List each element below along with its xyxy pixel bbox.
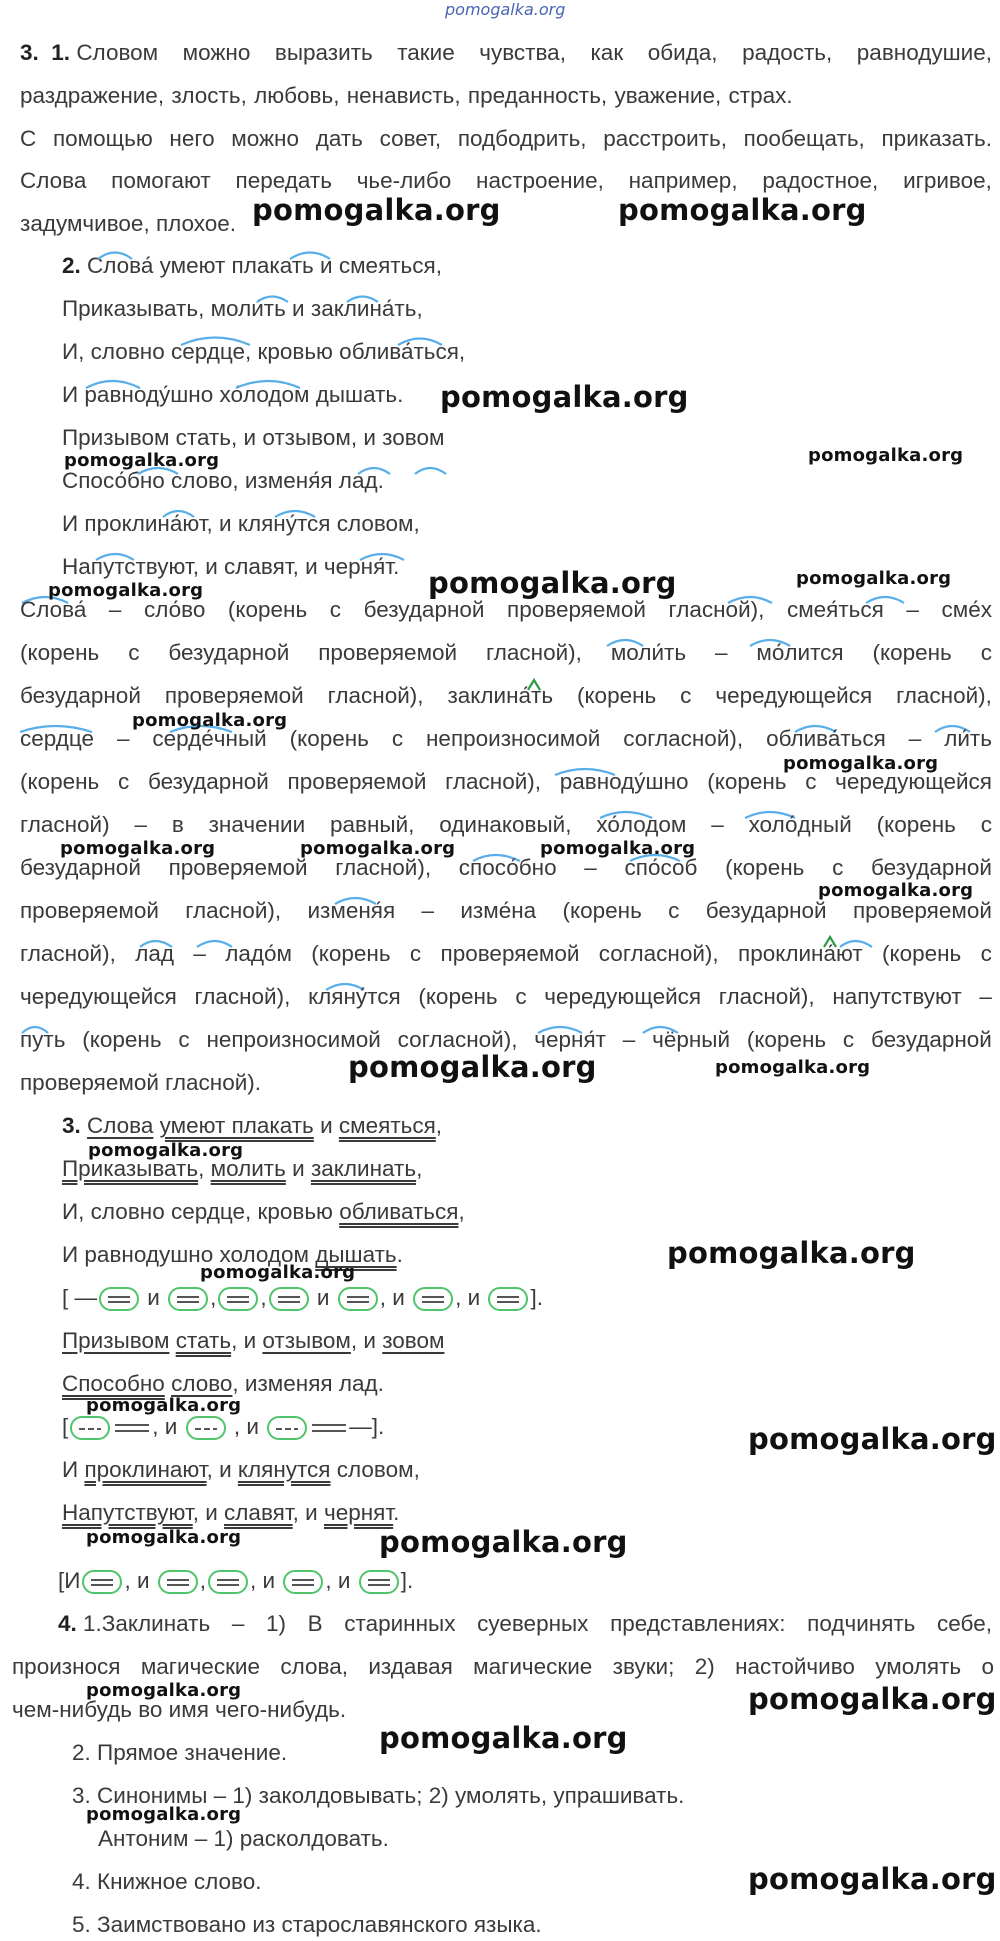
predicate-oval (158, 1570, 198, 1594)
noun-oval (267, 1416, 307, 1440)
analysis-line-2: (корень с безударной проверяемой гласной), моли́ть – мо́лится (корень с (20, 640, 992, 665)
watermark: pomogalka.org (132, 710, 288, 731)
watermark: pomogalka.org (440, 380, 689, 414)
watermark: pomogalka.org (796, 568, 952, 589)
s3-p1-line-4: Слова помогают передать чье-либо настроение, например, радостное, игривое, (20, 168, 992, 193)
watermark: pomogalka.org (64, 450, 220, 471)
s4-line-3: чем-нибудь во имя чего-нибудь. (12, 1697, 347, 1722)
parse-line-2: Приказывать, молить и заклинать, (62, 1156, 423, 1181)
predicate-oval (488, 1287, 528, 1311)
poem-line-6: Спосо́бно слово, изменя́я лад. (62, 468, 384, 493)
watermark: pomogalka.org (540, 838, 696, 859)
analysis-line-8: проверяемой гласной), изменя́я – изме́на (корень с безударной проверяемой (20, 898, 992, 923)
noun-oval (186, 1416, 226, 1440)
poem-line-1: 2. Слова́ умеют плакать и смеяться, (62, 253, 442, 278)
s4-item-2: 2. Прямое значение. (72, 1740, 288, 1765)
root-arc (163, 511, 194, 517)
s3-p1-line-1: 3. 1. Словом можно выразить такие чувства, как обида, радость, равнодушие, (20, 40, 992, 65)
watermark: pomogalka.org (715, 1057, 871, 1078)
predicate-mark (312, 1424, 346, 1432)
watermark: pomogalka.org (88, 1140, 244, 1161)
analysis-line-5: (корень с безударной проверяемой гласной), равноду́шно (корень с чередующейся (20, 769, 992, 794)
root-arc (181, 338, 250, 346)
paragraph-number: 3. (62, 1113, 81, 1138)
sentence-scheme-1: [ — и , , и , и , и ]. (62, 1285, 543, 1310)
root-arc (347, 297, 378, 303)
predicate-mark (115, 1424, 149, 1432)
sentence-scheme-2: [ , и , и —]. (62, 1414, 385, 1439)
root-arc (358, 468, 390, 474)
parse-line-1: 3. Слова умеют плакать и смеяться, (62, 1113, 443, 1138)
s4-item-4: 4. Книжное слово. (72, 1869, 262, 1894)
watermark: pomogalka.org (48, 580, 204, 601)
poem-line-4: И равноду́шно хо́лодом дышать. (62, 382, 404, 407)
watermark: pomogalka.org (379, 1525, 628, 1559)
s4-item-5: 5. Заимствовано из старославянского языка. (72, 1912, 542, 1937)
section-number: 4. (58, 1611, 77, 1636)
parse-line-7: И проклинают, и клянутся словом, (62, 1457, 420, 1482)
predicate-oval (208, 1570, 248, 1594)
s3-p1-line-2: раздражение, злость, любовь, ненависть, преданность, уважение, страх. (20, 83, 793, 108)
poem-line-7: И проклина́ют, и кляну́тся словом, (62, 511, 420, 536)
s3-p1-line-5: задумчивое, плохое. (20, 211, 237, 236)
root-arc (415, 468, 446, 474)
watermark: pomogalka.org (667, 1236, 916, 1270)
predicate-oval (99, 1287, 139, 1311)
s3-p1-line-3: С помощью него можно дать совет, подбодрить, расстроить, пообещать, приказать. (20, 126, 992, 151)
parse-line-4: И равнодушно холодом дышать. (62, 1242, 403, 1267)
predicate-oval (168, 1287, 208, 1311)
watermark: pomogalka.org (748, 1682, 997, 1716)
s4-line-1: 4. 1.Заклинать – 1) В старинных суеверных представлениях: подчинять себе, (58, 1611, 992, 1636)
parse-line-8: Напутствуют, и славят, и чернят. (62, 1500, 400, 1525)
noun-oval (70, 1416, 110, 1440)
s4-line-2: произнося магические слова, издавая магические звуки; 2) настойчиво умолять о (12, 1654, 994, 1679)
analysis-line-11: путь (корень с непроизносимой согласной), черня́т – чёрный (корень с безударной (20, 1027, 992, 1052)
predicate-oval (283, 1570, 323, 1594)
s4-item-3-antonym: Антоним – 1) расколдовать. (98, 1826, 389, 1851)
watermark: pomogalka.org (200, 1262, 356, 1283)
analysis-line-3: безударной проверяемой гласной), заклина́ть (корень с чередующейся гласной), (20, 683, 992, 708)
watermark: pomogalka.org (300, 838, 456, 859)
analysis-line-7: безударной проверяемой гласной), спосо́бно – спо́соб (корень с безударной (20, 855, 992, 880)
analysis-line-10: чередующейся гласной), кляну́тся (корень с чередующейся гласной), напутствуют – (20, 984, 992, 1009)
watermark: pomogalka.org (428, 566, 677, 600)
root-arc (290, 253, 330, 260)
analysis-line-12: проверяемой гласной). (20, 1070, 262, 1095)
root-arc (96, 554, 134, 560)
watermark: pomogalka.org (818, 880, 974, 901)
analysis-line-6: гласной) – в значении равный, одинаковый, хо́лодом – холо́дный (корень с (20, 812, 992, 837)
predicate-oval (269, 1287, 309, 1311)
root-arc (360, 554, 404, 560)
predicate-oval (218, 1287, 258, 1311)
watermark: pomogalka.org (348, 1050, 597, 1084)
watermark: pomogalka.org (86, 1680, 242, 1701)
predicate-oval (338, 1287, 378, 1311)
watermark: pomogalka.org (808, 445, 964, 466)
poem-line-8: Напутствуют, и славят, и черня́т. (62, 554, 400, 579)
poem-line-5: Призывом стать, и отзывом, и зовом (62, 425, 445, 450)
watermark: pomogalka.org (86, 1527, 242, 1548)
watermark: pomogalka.org (252, 193, 501, 227)
parse-line-3: И, словно сердце, кровью обливаться, (62, 1199, 465, 1224)
root-arc (236, 381, 300, 388)
root-arc (86, 381, 140, 388)
poem-line-3: И, словно сердце, кровью облива́ться, (62, 339, 466, 364)
sentence-scheme-3: [И , и , , и , и ]. (58, 1568, 414, 1593)
watermark: pomogalka.org (748, 1862, 997, 1896)
root-arc (398, 339, 442, 346)
section-number: 3. (20, 40, 39, 65)
analysis-line-4: сердце – серде́чный (корень с непроизносимой согласной), облива́ться – ли́ть (20, 726, 992, 751)
watermark: pomogalka.org (60, 838, 216, 859)
s4-item-3: 3. Синонимы – 1) заколдовывать; 2) умолять, упрашивать. (72, 1783, 685, 1808)
watermark: pomogalka.org (86, 1804, 242, 1825)
predicate-oval (359, 1570, 399, 1594)
paragraph-number: 2. (62, 253, 81, 278)
root-arc (98, 253, 132, 260)
watermark: pomogalka.org (379, 1721, 628, 1755)
parse-line-5: Призывом стать, и отзывом, и зовом (62, 1328, 445, 1353)
parse-line-6: Способно слово, изменяя лад. (62, 1371, 384, 1396)
watermark: pomogalka.org (748, 1422, 997, 1456)
top-watermark: pomogalka.org (445, 0, 566, 19)
analysis-line-1: Слова́ – сло́во (корень с безударной проверяемой гласной), смея́ться – сме́х (20, 597, 992, 622)
paragraph-number: 1. (51, 40, 71, 65)
predicate-oval (413, 1287, 453, 1311)
watermark: pomogalka.org (783, 753, 939, 774)
root-arc (257, 297, 288, 303)
analysis-line-9: гласной), лад – ладо́м (корень с проверяемой согласной), проклина́ют (корень с (20, 941, 992, 966)
predicate-oval (82, 1570, 122, 1594)
watermark: pomogalka.org (86, 1395, 242, 1416)
root-arc (275, 511, 315, 517)
watermark: pomogalka.org (618, 193, 867, 227)
poem-line-2: Приказывать, моли́ть и заклина́ть, (62, 296, 423, 321)
